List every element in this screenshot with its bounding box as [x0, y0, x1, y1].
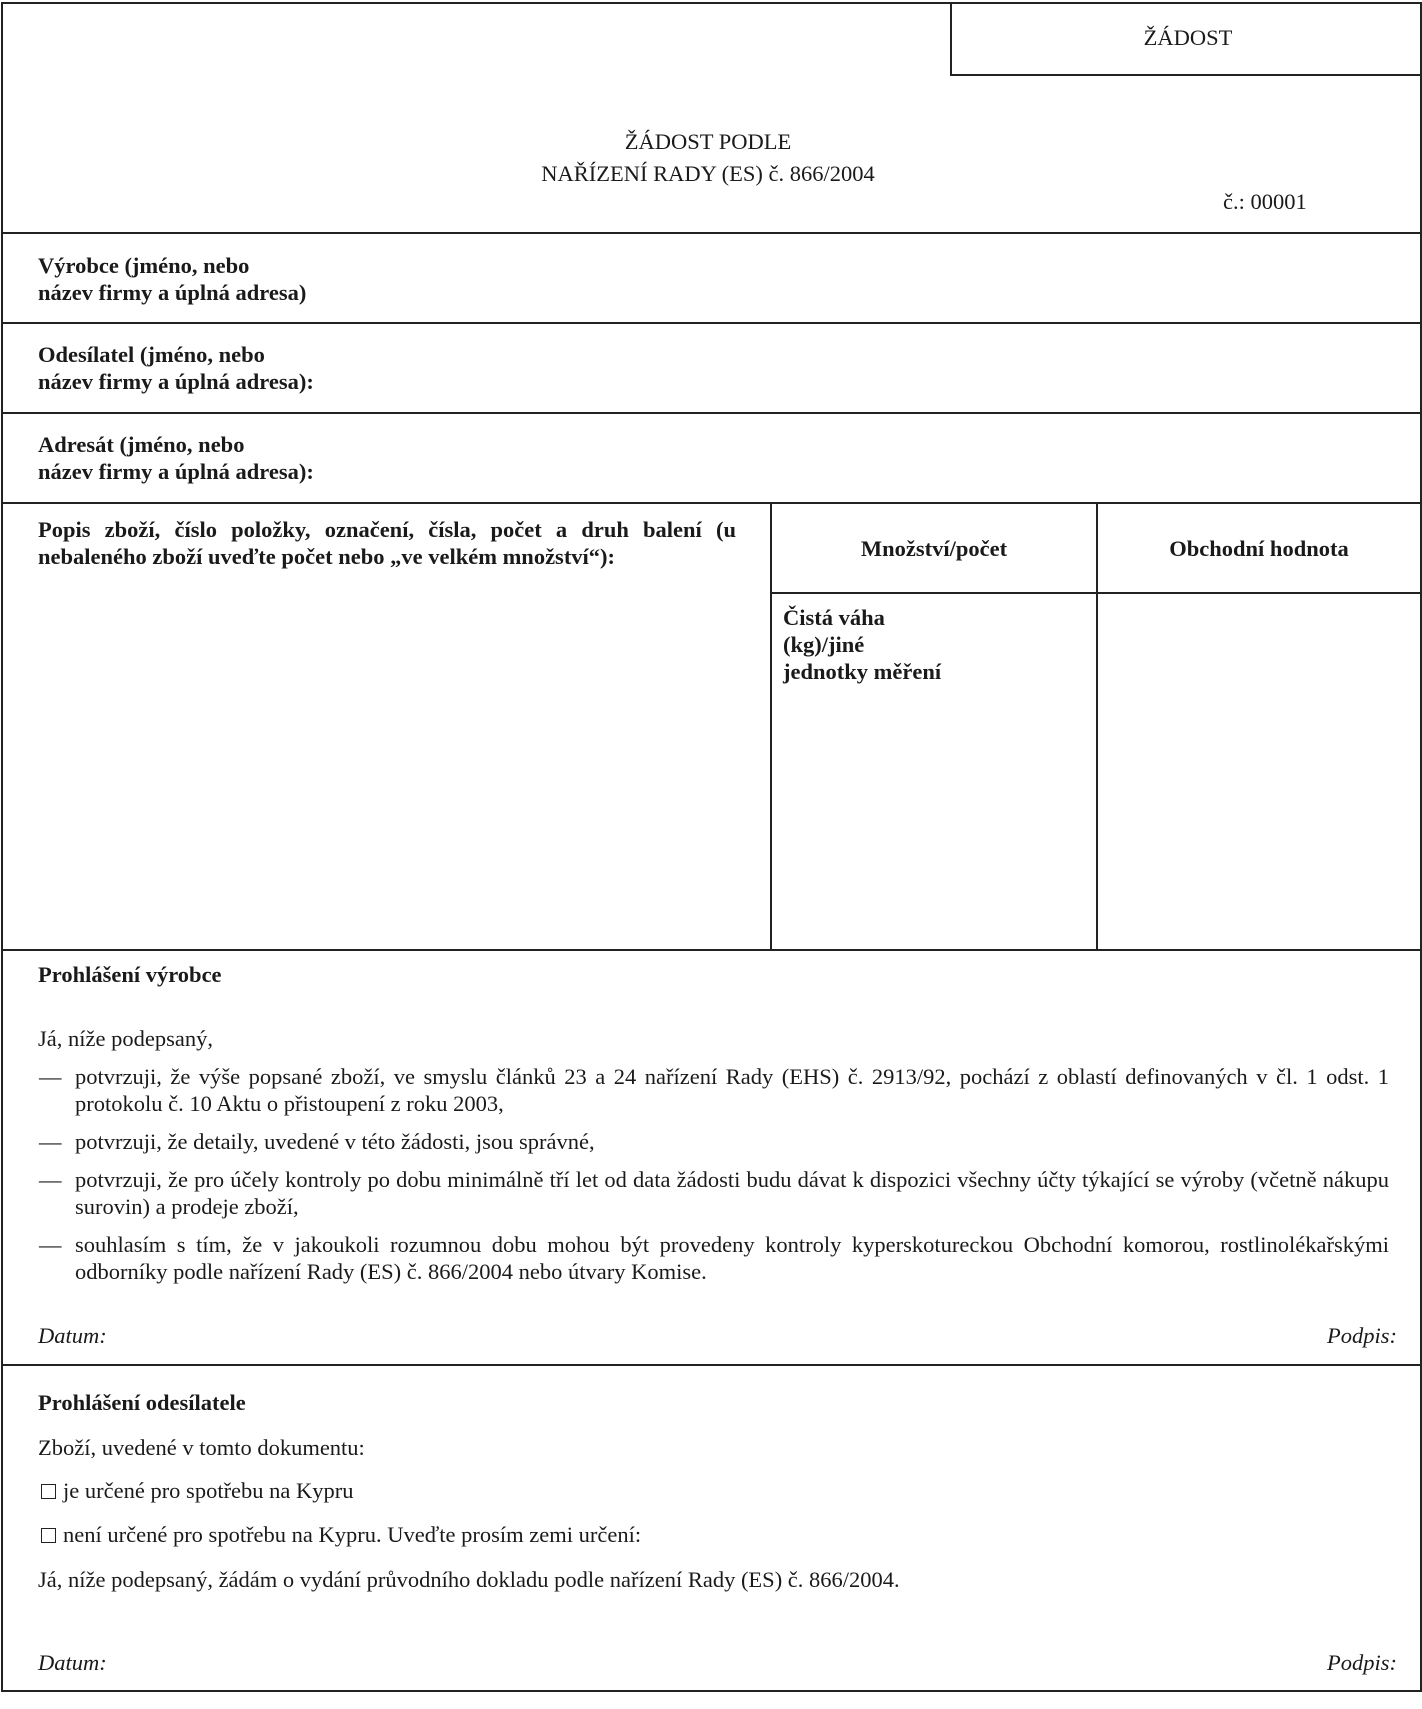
sender-field-label[interactable]: [38, 341, 314, 395]
net-weight-line3: jednotky měření: [783, 659, 942, 684]
net-weight-line2: (kg)/jiné: [783, 632, 865, 657]
divider: [3, 322, 1420, 324]
goods-description-label[interactable]: Popis zboží, číslo položky, označení, čísla, počet a druh balení (u nebaleného zboží uveďte počet nebo „ve velkém množství“):: [38, 517, 736, 569]
sender-date-label[interactable]: Datum:: [38, 1650, 107, 1675]
sender-request-statement: Já, níže podepsaný, žádám o vydání průvodního dokladu podle nařízení Rady (ES) č. 866/2004.: [38, 1567, 900, 1592]
dash-bullet: —: [39, 1064, 62, 1089]
sender-label-line2: název firmy a úplná adresa):: [38, 369, 314, 394]
divider: [3, 502, 1420, 504]
manufacturer-date-label[interactable]: Datum:: [38, 1323, 107, 1348]
net-weight-label[interactable]: [783, 604, 941, 685]
sender-signature-label[interactable]: Podpis:: [1327, 1650, 1397, 1675]
checkbox-in-cyprus[interactable]: [41, 1484, 56, 1499]
divider: [3, 412, 1420, 414]
option-in-cyprus-label: je určené pro spotřebu na Kypru: [63, 1478, 354, 1503]
manufacturer-signature-label[interactable]: Podpis:: [1327, 1323, 1397, 1348]
dash-bullet: —: [39, 1232, 62, 1257]
net-weight-line1: Čistá váha: [783, 605, 885, 630]
sender-declaration-intro: Zboží, uvedené v tomto dokumentu:: [38, 1435, 365, 1460]
manufacturer-label-line2: název firmy a úplná adresa): [38, 280, 307, 305]
column-divider: [1096, 502, 1098, 949]
consumption-in-cyprus-option[interactable]: [41, 1477, 354, 1504]
declaration-item-text: souhlasím s tím, že v jakoukoli rozumnou dobu mohou být provedeny kontroly kyperskotureckou Obchodní komorou, rostlinolékařskými odborníky podle nařízení Rady (ES) č. 866/2004 nebo útvary Komise.: [75, 1232, 1389, 1284]
declaration-item-text: potvrzuji, že pro účely kontroly po dobu minimálně tří let od data žádosti budu dávat k dispozici všechny účty týkající se výroby (včetně nákupu surovin) a prodeje zboží,: [75, 1167, 1389, 1219]
addressee-label-line2: název firmy a úplná adresa):: [38, 459, 314, 484]
addressee-label-line1: Adresát (jméno, nebo: [38, 432, 245, 457]
quantity-header: Množství/počet: [860, 536, 1008, 561]
divider: [3, 1364, 1420, 1366]
not-consumption-in-cyprus-option[interactable]: [41, 1521, 641, 1548]
divider: [3, 949, 1420, 951]
addressee-field-label[interactable]: [38, 431, 314, 485]
sender-label-line1: Odesílatel (jméno, nebo: [38, 342, 265, 367]
form-title-line1: ŽÁDOST PODLE: [624, 129, 792, 154]
declaration-item-text: potvrzuji, že výše popsané zboží, ve smyslu článků 23 a 24 nařízení Rady (EHS) č. 2913/92, pochází z oblastí definovaných v čl. 1 odst. 1 protokolu č. 10 Aktu o přistoupení z roku 2003,: [75, 1064, 1389, 1116]
column-divider: [770, 502, 772, 949]
dash-bullet: —: [39, 1129, 62, 1154]
divider: [3, 232, 1420, 234]
manufacturer-label-line1: Výrobce (jméno, nebo: [38, 253, 250, 278]
checkbox-not-in-cyprus[interactable]: [41, 1528, 56, 1543]
dash-bullet: —: [39, 1167, 62, 1192]
form-number: č.: 00001: [1223, 189, 1307, 214]
application-form: [1, 2, 1422, 1692]
option-not-in-cyprus-label: není určené pro spotřebu na Kypru. Uveďte prosím zemi určení:: [63, 1522, 642, 1547]
manufacturer-declaration-intro: Já, níže podepsaný,: [38, 1026, 213, 1051]
commercial-value-header: Obchodní hodnota: [1169, 536, 1349, 561]
manufacturer-field-label[interactable]: [38, 252, 306, 306]
sender-declaration-title: Prohlášení odesílatele: [38, 1390, 246, 1415]
form-type-box: [950, 4, 1422, 76]
declaration-item-text: potvrzuji, že detaily, uvedené v této žádosti, jsou správné,: [75, 1129, 595, 1154]
manufacturer-declaration-title: Prohlášení výrobce: [38, 962, 222, 987]
form-type-label: ŽÁDOST: [1143, 25, 1233, 50]
divider: [770, 592, 1420, 594]
form-title-line2: NAŘÍZENÍ RADY (ES) č. 866/2004: [541, 161, 875, 186]
